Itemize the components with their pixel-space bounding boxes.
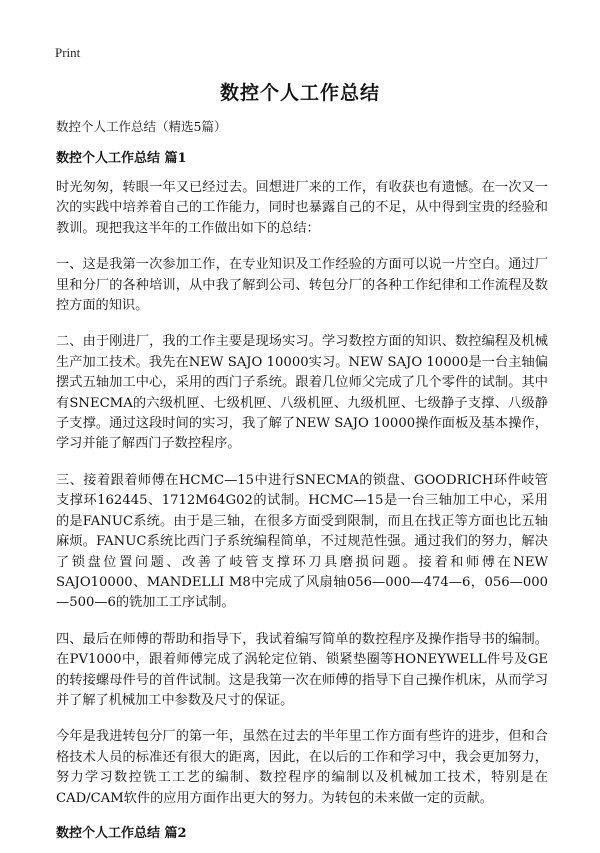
document-title: 数控个人工作总结 xyxy=(219,82,380,104)
paragraph-point-3: 三、接着跟着师傅在HCMC—15中进行SNECMA的锁盘、GOODRICH环件岐管支撑环162445、1712M64G02的试制。HCMC—15是一台三轴加工中心，采用的是FANUC系统。由于是三轴，在很多方面受到限制，而且在找正等方面也比五轴麻烦。FANUC系统比西门子系统编程简单，不过规范性强。通过我们的努力，解决了锁盘位置问题、改善了岐管支撑环刀具磨损问题。接着和师傅在NEW SAJO10000、MANDELLI M8中完成了风扇轴056—000—474—6，056—000—500—6的铣加工工序试制。 xyxy=(56,472,548,611)
section-heading-2: 数控个人工作总结 篇2 xyxy=(56,825,187,841)
paragraph-point-1: 一、这是我第一次参加工作，在专业知识及工作经验的方面可以说一片空白。通过厂里和分厂的各种培训，从中我了解到公司、转包分厂的各种工作纪律和工作流程及数控方面的知识。 xyxy=(56,257,548,314)
print-link[interactable]: Print xyxy=(55,45,81,60)
paragraph-intro: 时光匆匆，转眼一年又已经过去。回想进厂来的工作，有收获也有遗憾。在一次又一次的实践中培养着自己的工作能力，同时也暴露自己的不足，从中得到宝贵的经验和教训。现把我这半年的工作做出如下的总结： xyxy=(56,180,548,236)
section-heading-1: 数控个人工作总结 篇1 xyxy=(56,151,187,166)
paragraph-conclusion: 今年是我进转包分厂的第一年，虽然在过去的半年里工作方面有些许的进步，但和合格技术人员的标准还有很大的距离，因此，在以后的工作和学习中，我会更加努力，努力学习数控铣工工艺的编制、数控程序的编制以及机械加工技术，特别是在CAD/CAM软件的应用方面作出更大的努力。为转包的未来做一定的贡献。 xyxy=(56,729,548,806)
document-subtitle: 数控个人工作总结（精选5篇） xyxy=(56,119,227,134)
paragraph-point-4: 四、最后在师傅的帮助和指导下，我试着编写简单的数控程序及操作指导书的编制。在PV1000中，跟着师傅完成了涡轮定位销、锁紧垫圈等HONEYWELL件号及GE的转接螺母件号的首件试制。这是我第一次在师傅的指导下自己操作机床，从而学习并了解了机械加工中参数及尺寸的保证。 xyxy=(56,631,548,708)
document-body xyxy=(56,118,548,853)
paragraph-point-2: 二、由于刚进厂，我的工作主要是现场实习。学习数控方面的知识、数控编程及机械生产加工技术。我先在NEW SAJO 10000实习。NEW SAJO 10000是一台主轴偏摆式五轴加工中心，采用的西门子系统。跟着几位师父完成了几个零件的试制。其中有SNECMA的六级机匣、七级机匣、八级机匣、九级机匣、七级静子支撑、八级静子支撑。通过这段时间的实习，我了解了NEW SAJO 10000操作面板及基本操作，学习并能了解西门子数控程序。 xyxy=(56,334,548,452)
